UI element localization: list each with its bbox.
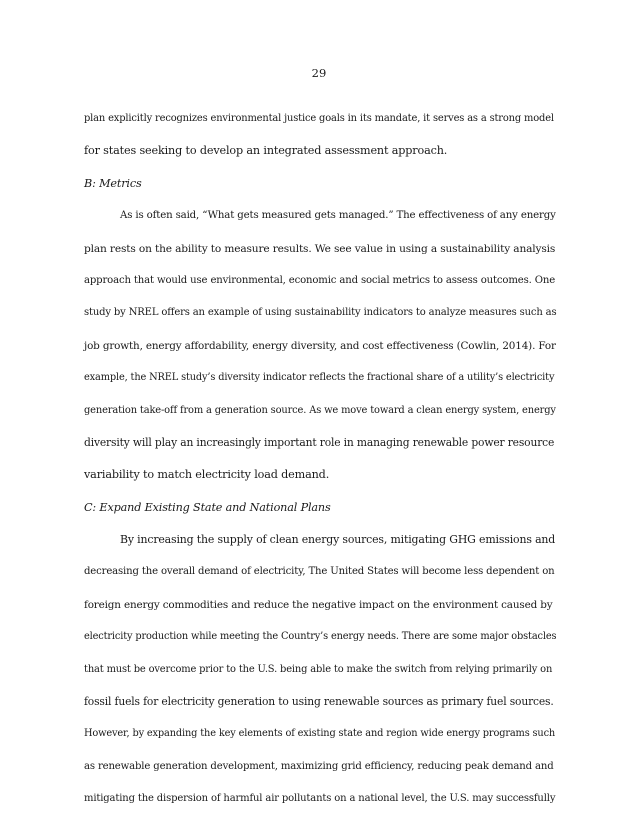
text-line: electricity production while meeting the Country’s energy needs. There are some major obstacles	[84, 631, 557, 643]
text-line: for states seeking to develop an integrated assessment approach.	[84, 144, 448, 158]
text-line: By increasing the supply of clean energy sources, mitigating GHG emissions and	[120, 533, 556, 547]
document-body	[84, 112, 557, 825]
text-line: decreasing the overall demand of electricity, The United States will become less dependent on	[84, 566, 555, 578]
text-line: approach that would use environmental, economic and social metrics to assess outcomes. One	[84, 274, 556, 286]
text-line: generation take-off from a generation source. As we move toward a clean energy system, energy	[84, 404, 556, 416]
section-heading: C: Expand Existing State and National Plans	[84, 500, 331, 514]
text-line: job growth, energy affordability, energy diversity, and cost effectiveness (Cowlin, 2014). For	[84, 339, 556, 352]
text-line: study by NREL offers an example of using sustainability indicators to analyze measures such as	[84, 307, 557, 319]
text-line: plan explicitly recognizes environmental justice goals in its mandate, it serves as a strong model	[84, 113, 554, 124]
paragraph	[84, 209, 557, 501]
text-line: that must be overcome prior to the U.S. being able to make the switch from relying primarily on	[84, 663, 553, 675]
text-line: foreign energy commodities and reduce the negative impact on the environment caused by	[84, 598, 553, 611]
page-number: 29	[311, 66, 327, 80]
text-line: However, by expanding the key elements of existing state and region wide energy programs such	[84, 728, 556, 740]
text-line: fossil fuels for electricity generation to using renewable sources as primary fuel sources.	[84, 695, 554, 709]
text-line: as renewable generation development, maximizing grid efficiency, reducing peak demand and	[84, 760, 554, 772]
text-line: example, the NREL study’s diversity indicator reflects the fractional share of a utility’s electricity	[84, 372, 555, 384]
text-line: plan rests on the ability to measure results. We see value in using a sustainability analysis	[84, 242, 556, 255]
section-heading: B: Metrics	[84, 176, 142, 190]
text-line: mitigating the dispersion of harmful air pollutants on a national level, the U.S. may successfully	[84, 793, 556, 805]
paragraph	[84, 112, 554, 177]
text-line: As is often said, “What gets measured gets managed.” The effectiveness of any energy	[120, 210, 556, 222]
text-line: variability to match electricity load demand.	[84, 468, 330, 482]
text-line: diversity will play an increasingly important role in managing renewable power resource	[84, 435, 555, 449]
paragraph	[84, 533, 557, 825]
